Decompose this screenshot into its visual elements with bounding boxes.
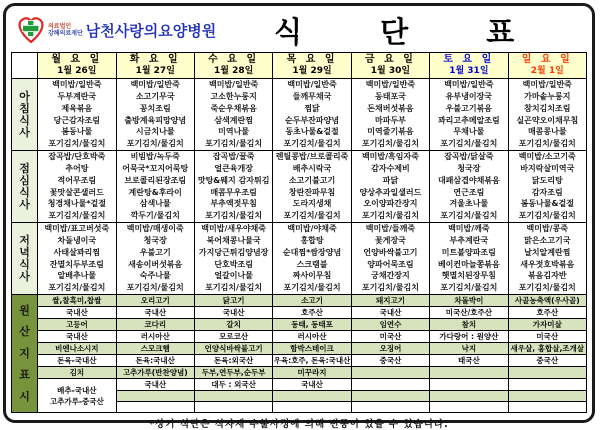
meal-item: 가지당근튀김양념장 (198, 247, 269, 257)
dinner-vertical-label (12, 235, 37, 283)
lunch-cell-day7 (508, 151, 586, 223)
meal-item: 포기김치/물김치 (126, 139, 184, 149)
meal-item: 알배추나물 (57, 271, 97, 281)
vlabel-char: 사 (19, 125, 30, 139)
meal-item: 양상추과일샐러드 (359, 187, 422, 197)
vlabel-char: 식 (19, 113, 30, 127)
origin-cell: 오징어 (351, 343, 429, 355)
meal-item: 돈채버섯볶음 (367, 103, 414, 113)
meal-item: 깍두기/물김치 (130, 211, 180, 221)
meal-item: 우불고기볶음 (445, 103, 493, 113)
origin-cell: 비엔나소시지 (38, 343, 116, 355)
meal-item: 들깨무채국 (292, 91, 332, 101)
meal-item: 백미밥/깨죽 (448, 224, 490, 234)
meal-item: 포기김치/물김치 (48, 211, 106, 221)
origin-extra-cell (273, 391, 351, 402)
footnote: *상기 식단은 식자재 수불사정에 의해 변동이 있을 수 있습니다. (149, 419, 449, 430)
meal-item: 봄동나물 (61, 127, 93, 137)
origin-extra-cell (508, 391, 586, 402)
breakfast-cell-day5 (351, 79, 429, 151)
meal-item: 찜닭 (304, 103, 320, 113)
meal-item: 백미밥/일반죽 (522, 80, 572, 90)
meal-item: 꽁치조림 (139, 103, 171, 113)
origin-extra-cell: 국내산 (116, 379, 194, 391)
origin-cell: 돼지고기 (351, 295, 429, 307)
meal-item: 백미밥/매생이죽 (126, 224, 184, 234)
menu-page (3, 3, 595, 430)
origin-cell: 러시아산 (116, 331, 194, 343)
meal-item: 무채나물 (453, 127, 485, 137)
lunch-cell-day1 (38, 151, 116, 223)
origin-vertical-label (12, 295, 37, 412)
meal-item: 포기김치/물김치 (283, 283, 341, 293)
meal-item: 포기김치/물김치 (361, 139, 419, 149)
vlabel-char: 지 (19, 346, 30, 360)
meal-item: 동태포국 (374, 91, 406, 101)
origin-cell: 두부,연두부,순두부 (194, 367, 272, 379)
org-text (48, 23, 83, 37)
origin-cell: 국내산 (194, 307, 272, 319)
meal-item: 소고기무국 (135, 91, 175, 101)
vlabel-char: 점 (19, 161, 30, 175)
heart-cross-icon (16, 15, 46, 45)
origin-row-2 (12, 307, 587, 319)
meal-label-lunch (12, 151, 38, 223)
breakfast-cell-day2 (116, 79, 194, 151)
meal-item: 유부냉이장국 (445, 91, 493, 101)
origin-row-1 (12, 295, 587, 307)
meal-item: 백미밥/일반죽 (287, 80, 337, 90)
origin-cell: 언양식바싹불고기 (194, 343, 272, 355)
meal-item: 제육볶음 (61, 103, 93, 113)
origin-extra-cell: 대두 : 외국산 (194, 379, 272, 391)
header-bar (6, 6, 592, 52)
org-line1: 의료법인 (48, 23, 72, 30)
day-name: 월 요 일 (51, 54, 103, 65)
origin-cell: 임연수 (351, 319, 429, 331)
meal-item: 얼갈이나물 (214, 271, 253, 281)
meal-item: 베이컨마늘쫑볶음 (437, 259, 500, 269)
origin-cell: 고추가루(반찬양념) (116, 367, 194, 379)
origin-cell: 함박스테이크 (273, 343, 351, 355)
day-header-7 (508, 53, 586, 79)
origin-extra-cell (194, 402, 272, 413)
origin-cell (430, 367, 508, 379)
meal-item: 닭도리탕 (531, 175, 563, 185)
meal-item: 백미밥/일반죽 (52, 80, 102, 90)
meal-item: 꽃맛살콘샐러드 (49, 187, 104, 197)
origin-extra-cell (116, 391, 194, 402)
origin-cell: 돈육-국내산 (38, 355, 116, 367)
meal-item: 미역나물 (218, 127, 250, 137)
origin-cell: 가자미살 (508, 319, 586, 331)
origin-extra-cell: 국내산 (273, 379, 351, 391)
meal-item: 배추시락국 (292, 163, 332, 173)
meal-item: 잡곡밥/닭살죽 (444, 152, 494, 162)
breakfast-cell-day4 (273, 79, 351, 151)
origin-cell (508, 367, 586, 379)
dinner-cell-day7 (508, 223, 586, 295)
origin-extra-cell (116, 402, 194, 413)
meal-label-dinner (12, 223, 38, 295)
origin-cell: 갈치 (194, 319, 272, 331)
vlabel-char: 침 (19, 101, 30, 115)
origin-cell: 스모크햄 (116, 343, 194, 355)
meal-item: 포기김치/물김치 (205, 211, 263, 221)
origin-row-4 (12, 331, 587, 343)
origin-cell: 차돌박이 (430, 295, 508, 307)
meal-item: 백미밥/흑임자죽 (361, 152, 419, 162)
meal-item: 실곤약오이채무침 (516, 115, 579, 125)
day-name: 토 요 일 (443, 54, 495, 65)
meal-item: 부추액젓무침 (210, 199, 257, 209)
meal-item: 감자조림 (531, 187, 563, 197)
day-header-3 (194, 53, 272, 79)
meal-item: 겨울초나물 (449, 199, 489, 209)
meal-item: 미트볼양파조림 (441, 247, 496, 257)
meal-item: 잡곡밥/꿀죽 (212, 152, 255, 162)
origin-merged-line: 배추-국내산 (57, 385, 97, 395)
meal-item: 포기김치/물김치 (205, 283, 263, 293)
meal-item: 스크램블 (296, 259, 328, 269)
origin-cell: 고등어 (38, 319, 116, 331)
meal-item: 마파두부 (374, 115, 406, 125)
day-date: 1월 29일 (292, 66, 332, 76)
meal-item: 가마솥누룽지 (524, 91, 571, 101)
origin-cell: 국내산 (38, 331, 116, 343)
meal-label-breakfast (12, 79, 38, 151)
meal-item: 짜사이무침 (292, 271, 332, 281)
origin-cell: 국내산 (38, 307, 116, 319)
meal-item: 바지락살미역국 (520, 163, 575, 173)
origin-cell: 미국산 (351, 331, 429, 343)
origin-extra-cell (194, 391, 272, 402)
vlabel-char: 심 (19, 173, 30, 187)
origin-cell: 쌀,찰흑미,찹쌀 (38, 295, 116, 307)
vlabel-char: 녁 (19, 245, 30, 259)
origin-row-5 (12, 343, 587, 355)
meal-item: 포기김치/물김치 (48, 283, 106, 293)
origin-cell: 러시아산 (273, 331, 351, 343)
meal-item: 추어탕 (65, 163, 89, 173)
origin-extra-cell (430, 379, 508, 391)
day-name: 일 요 일 (521, 54, 573, 65)
origin-cell: 오리고기 (116, 295, 194, 307)
day-date: 1월 27일 (135, 66, 175, 76)
meal-item: 새우젓호박볶음 (520, 259, 575, 269)
day-date: 1월 28일 (213, 66, 254, 76)
meal-item: 맑은소고기국 (524, 235, 571, 245)
meal-item: 백미밥/표고버섯죽 (44, 224, 110, 234)
meal-item: 숙주나물 (139, 271, 171, 281)
meal-item: 순대찜*쌈장양념 (282, 247, 342, 257)
origin-cell: 중국산 (351, 355, 429, 367)
meal-item: 창란잔파무침 (288, 187, 336, 197)
meal-item: 백미밥/콩죽 (526, 224, 569, 234)
meal-item: 삼색계란찜 (214, 115, 253, 125)
meal-item: 잔멸치두부조림 (49, 259, 104, 269)
day-header-5 (351, 53, 429, 79)
meal-item: 포기김치/물김치 (440, 283, 498, 293)
day-date: 1월 26일 (57, 66, 97, 76)
meal-item: 포기김치/물김치 (518, 283, 576, 293)
origin-merged-cell (38, 379, 116, 413)
origin-cell: 새우살, 홍합살,조개살 (508, 343, 586, 355)
meal-item: 청국장 (457, 163, 481, 173)
origin-cell: 돈육:외국산 (194, 355, 272, 367)
meal-item: 미역줄기볶음 (367, 127, 414, 137)
meal-item: 백미밥/일반죽 (208, 80, 259, 90)
origin-cell: 우육:호주, 돈육:국내산 (273, 356, 351, 365)
breakfast-row (12, 79, 587, 151)
origin-cell: 참치 (430, 319, 508, 331)
lunch-cell-day2 (116, 151, 194, 223)
lunch-cell-day3 (194, 151, 272, 223)
meal-item: 고소한누룽지 (210, 91, 257, 101)
origin-cell: 태국산 (430, 355, 508, 367)
origin-cell: 김치 (38, 367, 116, 379)
dinner-cell-day3 (194, 223, 272, 295)
origin-cell: 모로코산 (194, 331, 272, 343)
lunch-cell-day5 (351, 151, 429, 223)
meal-item: 렌틸콩밥/브로콜리죽 (275, 152, 349, 162)
origin-cell: 돈육:국내산 (116, 355, 194, 367)
meal-item: 브로콜리된장조림 (124, 175, 187, 185)
vlabel-char: 식 (19, 185, 30, 199)
org-line2: 강해의료재단 (48, 30, 83, 37)
day-name: 목 요 일 (286, 54, 338, 65)
meal-item: 궁채간장지 (371, 271, 410, 281)
vlabel-char: 사 (19, 269, 30, 283)
meal-item: 삼색나물 (139, 199, 171, 209)
origin-cell (351, 367, 429, 379)
day-header-row (12, 53, 587, 79)
meal-item: 날치알계란찜 (524, 247, 571, 257)
meal-item: 꽈리고추메알조림 (437, 115, 500, 125)
day-header-2 (116, 53, 194, 79)
origin-section-label (12, 295, 38, 413)
origin-extra-cell (508, 379, 586, 391)
meal-item: 백미밥/일반죽 (130, 80, 180, 90)
origin-extra-cell (430, 402, 508, 413)
origin-cell: 낙지 (430, 343, 508, 355)
hospital-name: 남천사랑의요양병원 (85, 21, 217, 40)
origin-extra-cell (273, 402, 351, 413)
vlabel-char: 아 (19, 89, 30, 103)
meal-item: 백미밥/일반죽 (365, 80, 416, 90)
origin-extra-cell (430, 391, 508, 402)
origin-cell: 미국산 (508, 331, 586, 343)
lunch-cell-day6 (430, 151, 508, 223)
day-header-4 (273, 53, 351, 79)
hospital-logo (16, 15, 216, 45)
day-date: 2월 1일 (530, 66, 564, 76)
meal-item: 청경채나물*겉절 (47, 199, 106, 209)
meal-item: 감자수제비 (371, 163, 410, 173)
meal-item: 햇멸치된장무침 (441, 271, 496, 281)
origin-extra-cell (351, 402, 429, 413)
meal-item: 백미밥/야채죽 (287, 224, 337, 234)
vlabel-char: 저 (19, 233, 30, 247)
day-name: 금 요 일 (364, 54, 416, 65)
origin-cell: 중국산 (508, 355, 586, 367)
meal-item: 시금치나물 (135, 127, 175, 137)
meal-item: 포기김치/물김치 (48, 139, 106, 149)
page-title: 식 단 표 (273, 14, 549, 49)
meal-item: 파닭 (382, 175, 399, 185)
meal-item: 맛탕&웨지 감자튀김 (197, 175, 270, 185)
breakfast-vertical-label (12, 91, 37, 139)
dinner-cell-day6 (430, 223, 508, 295)
origin-cell: 국내산 (116, 307, 194, 319)
meal-item: 포기김치/물김치 (361, 283, 419, 293)
dinner-cell-day4 (273, 223, 351, 295)
day-date: 1월 31일 (449, 66, 489, 76)
lunch-vertical-label (12, 163, 37, 211)
meal-item: 백미밥/들깨죽 (365, 224, 416, 234)
meal-item: 청국장 (143, 235, 167, 245)
meal-item: 사태살꽈리찜 (53, 247, 101, 257)
day-name: 수 요 일 (208, 54, 260, 65)
dinner-row (12, 223, 587, 295)
origin-cell: 사골농축액(우사골) (508, 295, 586, 307)
origin-row-6 (12, 355, 587, 367)
breakfast-cell-day1 (38, 79, 116, 151)
day-date: 1월 30일 (370, 66, 411, 76)
origin-cell: 국내산 (351, 307, 429, 319)
meal-item: 오이양파간장지 (363, 199, 418, 209)
origin-extra-cell (351, 379, 429, 391)
origin-extra-cell (351, 391, 429, 402)
meal-item: 비빔밥/녹두죽 (130, 152, 180, 162)
meal-item: 대패삼겹야채볶음 (437, 175, 500, 185)
vlabel-char: 사 (19, 197, 30, 211)
meal-item: 두부계란국 (57, 91, 97, 101)
meal-item: 출방계육피망양념 (124, 115, 187, 125)
meal-item: 차돌냉이국 (57, 235, 97, 245)
meal-item: 북어채콩나물국 (206, 235, 261, 245)
meal-item: 죽순우채볶음 (210, 103, 257, 113)
vlabel-char: 표 (19, 368, 30, 381)
day-name: 화 요 일 (129, 54, 181, 65)
origin-cell: 소고기 (273, 295, 351, 307)
origin-row-3 (12, 319, 587, 331)
lunch-row (12, 151, 587, 223)
meal-item: 볶음김자반 (527, 271, 567, 281)
meal-item: 연근조림 (453, 187, 485, 197)
meal-item: 동초나물&겉절 (285, 127, 339, 137)
breakfast-cell-day3 (194, 79, 272, 151)
day-header-1 (38, 53, 116, 79)
meal-item: 도라지생채 (292, 199, 332, 209)
meal-item: 부추계란국 (449, 235, 489, 245)
meal-item: 백미밥/소고기죽 (518, 152, 576, 162)
origin-extra-cell (508, 402, 586, 413)
origin-cell: 동태, 동태포 (273, 319, 351, 331)
meal-item: 매콤콩나물 (527, 127, 567, 137)
meal-item: 참치김치조림 (524, 103, 571, 113)
origin-extra-row-1 (12, 379, 587, 391)
meal-item: 새송이버섯볶음 (128, 259, 183, 269)
meal-item: 포기김치/물김치 (283, 211, 341, 221)
meal-item: 양파어묵조림 (367, 259, 414, 269)
meal-item: 당근감자조림 (53, 115, 101, 125)
dinner-cell-day2 (116, 223, 194, 295)
vlabel-char: 식 (19, 257, 30, 271)
meal-item: 꽃게장국 (374, 235, 406, 245)
meal-item: 적어무조림 (57, 175, 97, 185)
meal-item: 포기김치/물김치 (518, 139, 576, 149)
meal-item: 소고기불고기 (288, 175, 336, 185)
meal-item: 얼큰육개장 (214, 163, 253, 173)
vlabel-char: 시 (19, 389, 30, 403)
breakfast-cell-day7 (508, 79, 586, 151)
corner-cell (12, 53, 38, 79)
meal-item: 계란탕&후라이 (128, 187, 182, 197)
meal-item: 홍합탕 (300, 235, 324, 245)
meal-item: 포기김치/물김치 (205, 139, 263, 149)
origin-cell: 미국산/호주산 (430, 307, 508, 319)
menu-table (11, 52, 587, 413)
meal-item: 포기김치/물김치 (283, 139, 341, 149)
meal-item: 백미밥/일반죽 (444, 80, 494, 90)
dinner-cell-day5 (351, 223, 429, 295)
day-header-6 (430, 53, 508, 79)
meal-item: 매콤무우조림 (210, 187, 257, 197)
meal-item: 우불고기 (139, 247, 171, 257)
meal-item: 단호박조림 (214, 259, 253, 269)
meal-item: 포기김치/물김치 (126, 283, 184, 293)
origin-cell: 가다랑어 : 원양산 (430, 331, 508, 343)
meal-item: 포기김치/물김치 (361, 211, 419, 221)
meal-item: 포기김치/물김치 (440, 211, 498, 221)
meal-item: 잡곡밥/단호박죽 (48, 152, 106, 162)
lunch-cell-day4 (273, 151, 351, 223)
origin-cell: 코다리 (116, 319, 194, 331)
vlabel-char: 원 (19, 303, 30, 317)
origin-row-7 (12, 367, 587, 379)
meal-item: 어묵국*꼬지어묵탕 (122, 163, 189, 173)
dinner-cell-day1 (38, 223, 116, 295)
origin-cell: 호주산 (508, 307, 586, 319)
meal-item: 봄동나물&겉절 (520, 199, 574, 209)
meal-item: 포기김치/물김치 (440, 139, 498, 149)
meal-item: 포기김치/물김치 (518, 211, 576, 221)
origin-cell: 닭고기 (194, 295, 272, 307)
origin-merged-line: 고추가루-중국산 (49, 396, 104, 406)
vlabel-char: 산 (19, 325, 30, 338)
meal-item: 백미밥/새우야채죽 (201, 224, 267, 234)
origin-cell: 미꾸라지 (273, 367, 351, 379)
meal-item: 언양바싹불고기 (363, 247, 418, 257)
origin-cell: 호주산 (273, 307, 351, 319)
meal-item: 순두부잔파양념 (284, 115, 340, 125)
breakfast-cell-day6 (430, 79, 508, 151)
